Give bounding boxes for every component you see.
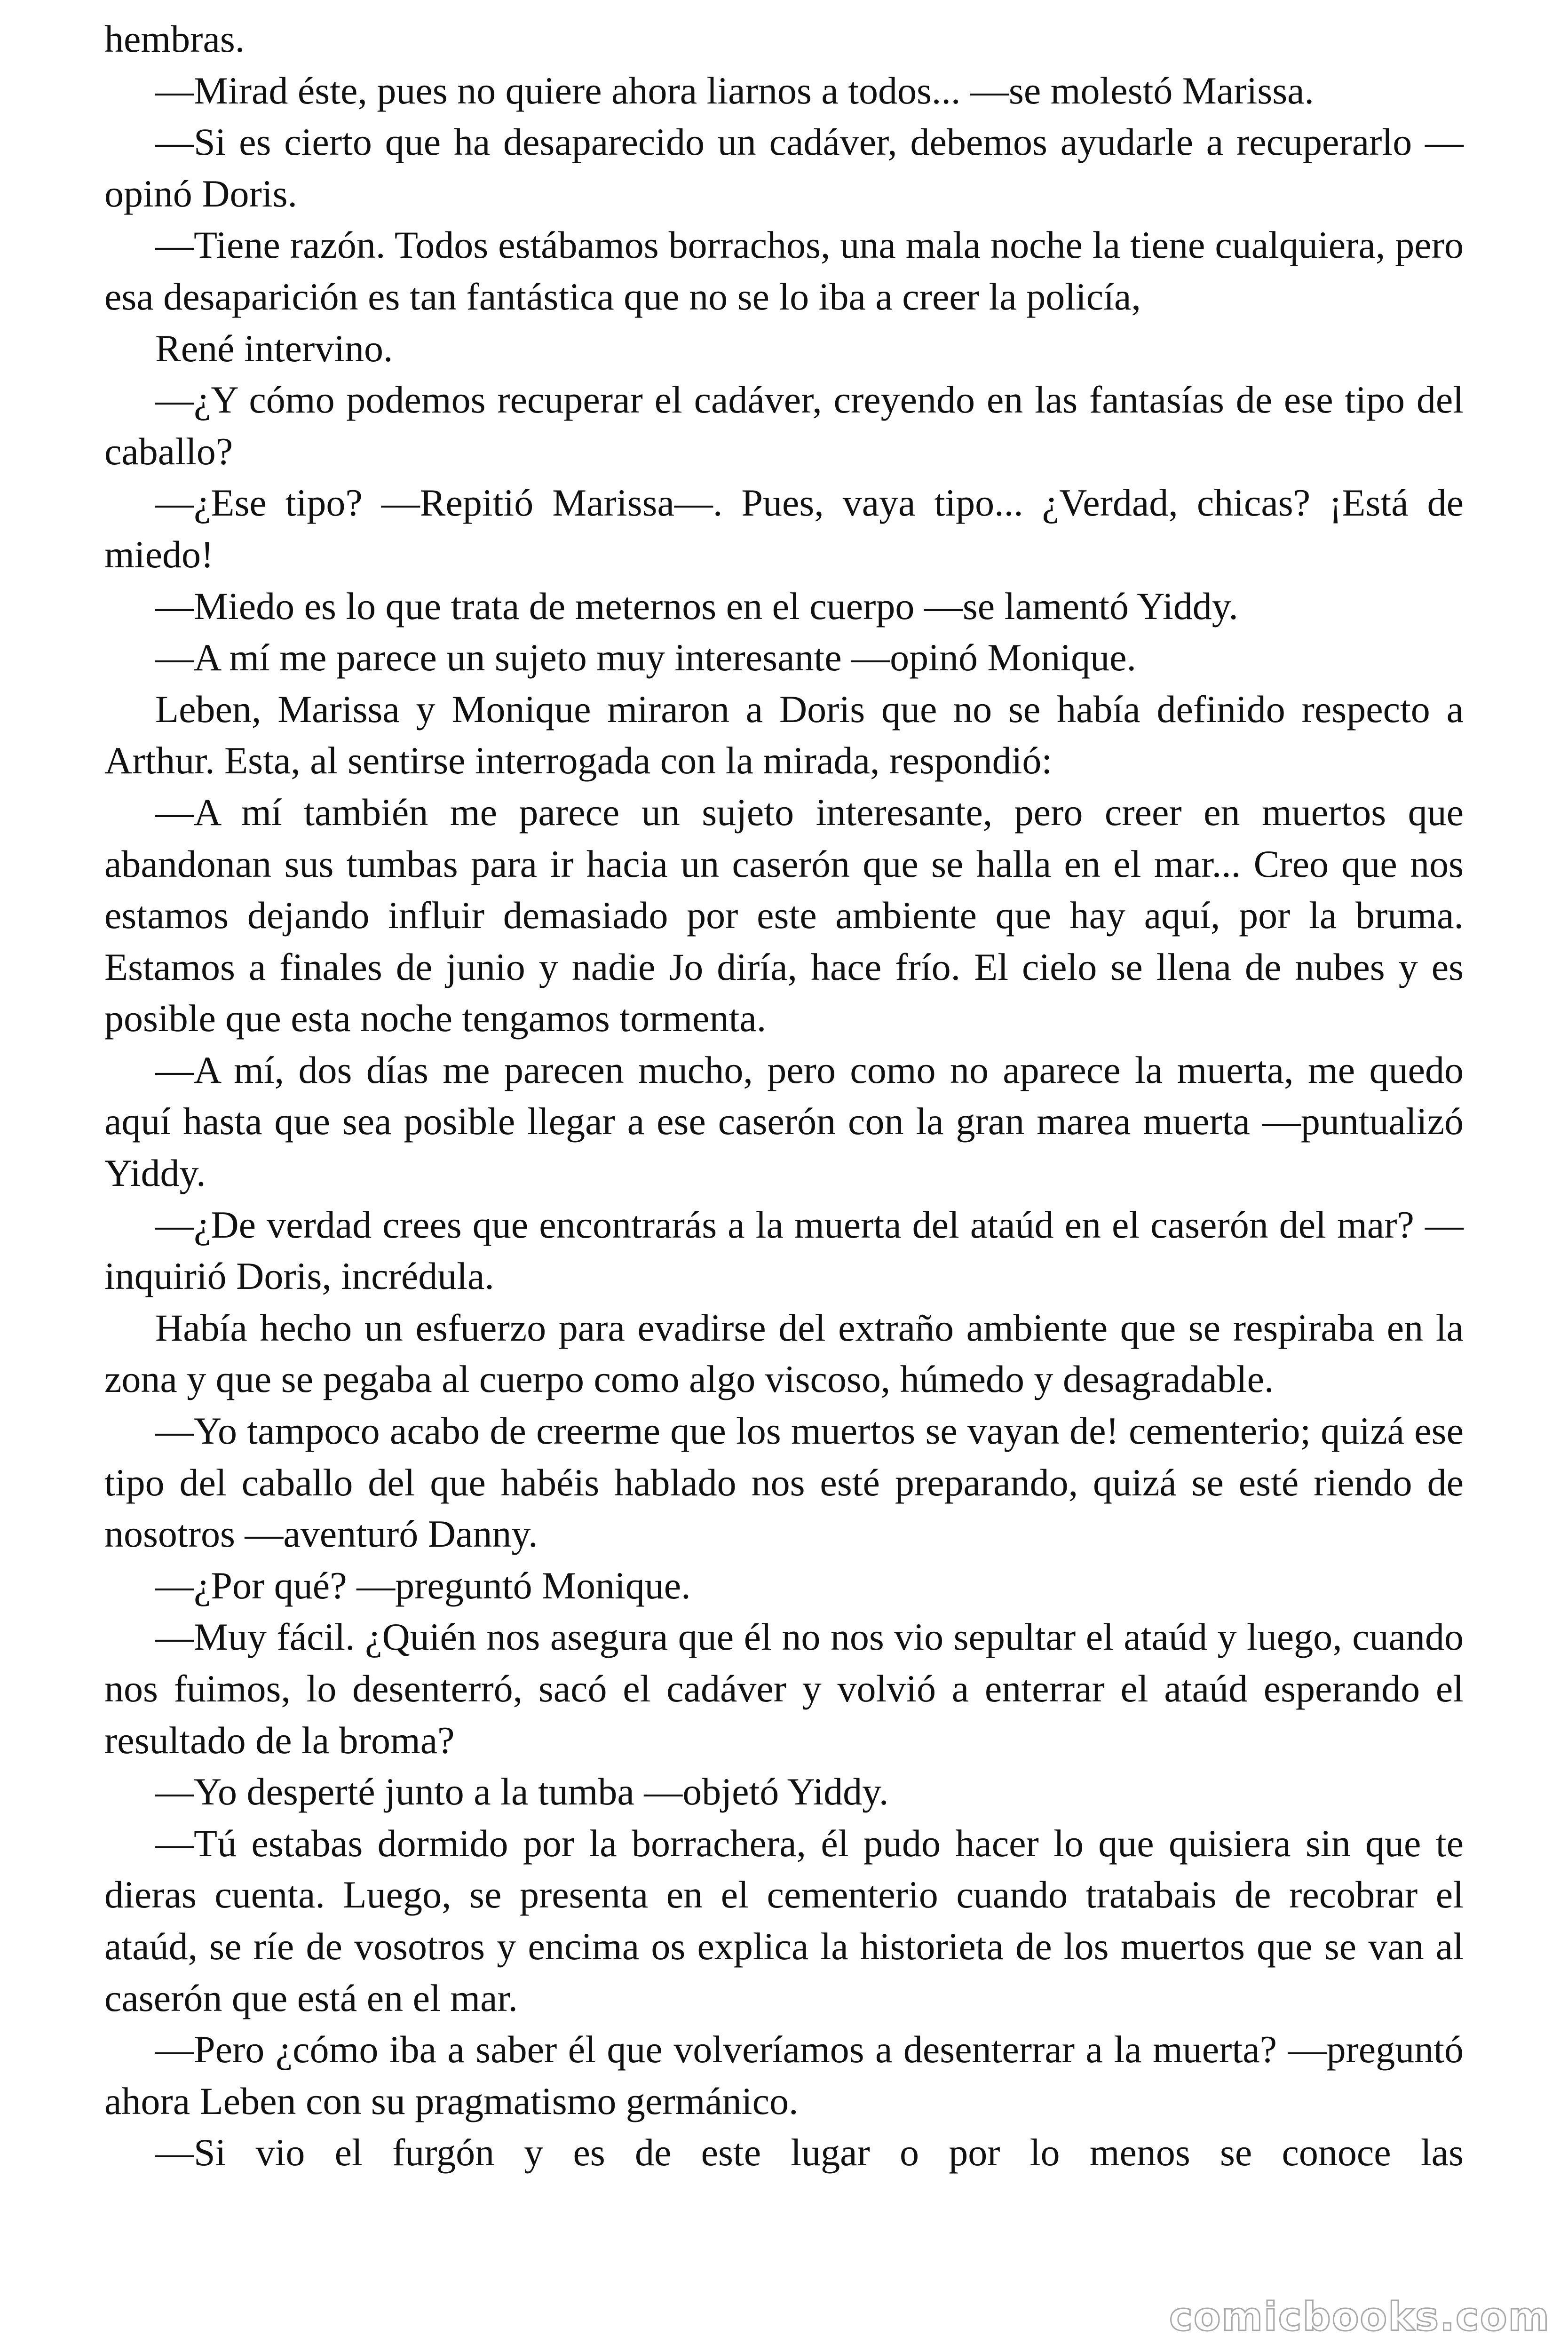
paragraph: —Yo tampoco acabo de creerme que los muertos se vayan de! cementerio; quizá ese tipo del caballo del que habéis hablado nos esté preparando, quizá se esté riendo de nosotros —aventuró Danny.: [104, 1409, 1464, 1556]
paragraph: —A mí, dos días me parecen mucho, pero como no aparece la muerta, me quedo aquí hasta que sea posible llegar a ese caserón con la gran marea muerta —puntualizó Yiddy.: [104, 1048, 1464, 1195]
paragraph: —¿Ese tipo? —Repitió Marissa—. Pues, vaya tipo... ¿Verdad, chicas? ¡Está de miedo!: [104, 481, 1464, 576]
paragraph: —A mí también me parece un sujeto interesante, pero creer en muertos que abandonan sus tumbas para ir hacia un caserón que se halla en el mar... Creo que nos estamos dejando influir demasiado por este ambiente que hay aquí, por la bruma. Estamos a finales de junio y nadie Jo diría, hace frío. El cielo se llena de nubes y es posible que esta noche tengamos tormenta.: [104, 790, 1464, 1040]
paragraph: —¿De verdad crees que encontrarás a la muerta del ataúd en el caserón del mar? —inquirió Doris, incrédula.: [104, 1203, 1464, 1298]
paragraph: Leben, Marissa y Monique miraron a Doris que no se había definido respecto a Arthur. Esta, al sentirse interrogada con la mirada, respondió:: [104, 687, 1464, 782]
paragraph: Había hecho un esfuerzo para evadirse del extraño ambiente que se respiraba en la zona y que se pegaba al cuerpo como algo viscoso, húmedo y desagradable.: [104, 1306, 1464, 1401]
paragraph: —Tú estabas dormido por la borrachera, él pudo hacer lo que quisiera sin que te dieras cuenta. Luego, se presenta en el cementerio cuando tratabais de recobrar el ataúd, se ríe de vosotros y encima os explica la historieta de los muertos que se van al caserón que está en el mar.: [104, 1821, 1464, 2019]
paragraph: —Tiene razón. Todos estábamos borrachos, una mala noche la tiene cualquiera, pero esa desaparición es tan fantástica que no se lo iba a creer la policía,: [104, 223, 1464, 318]
paragraph: —Pero ¿cómo iba a saber él que volveríamos a desenterrar a la muerta? —preguntó ahora Leben con su pragmatismo germánico.: [104, 2028, 1464, 2122]
paragraph: René intervino.: [155, 326, 393, 370]
paragraph: —Si vio el furgón y es de este lugar o por lo menos se conoce las: [155, 2131, 1464, 2174]
paragraph: hembras.: [104, 17, 245, 60]
paragraph: —¿Y cómo podemos recuperar el cadáver, creyendo en las fantasías de ese tipo del caballo?: [104, 378, 1464, 473]
paragraph: —Mirad éste, pues no quiere ahora liarnos a todos... —se molestó Marissa.: [155, 69, 1315, 112]
paragraph: —Miedo es lo que trata de meternos en el cuerpo —se lamentó Yiddy.: [155, 584, 1238, 628]
book-page-text: [104, 13, 1464, 2178]
paragraph: —Yo desperté junto a la tumba —objetó Yiddy.: [155, 1770, 889, 1813]
paragraph: —Muy fácil. ¿Quién nos asegura que él no nos vio sepultar el ataúd y luego, cuando nos fuimos, lo desenterró, sacó el cadáver y volvió a enterrar el ataúd esperando el resultado de la broma?: [104, 1615, 1464, 1762]
paragraph: —A mí me parece un sujeto muy interesante —opinó Monique.: [155, 636, 1136, 679]
watermark: comicbooks.com: [1169, 2294, 1550, 2340]
paragraph: —Si es cierto que ha desaparecido un cadáver, debemos ayudarle a recuperarlo —opinó Doris.: [104, 120, 1464, 215]
paragraph: —¿Por qué? —preguntó Monique.: [155, 1564, 691, 1607]
